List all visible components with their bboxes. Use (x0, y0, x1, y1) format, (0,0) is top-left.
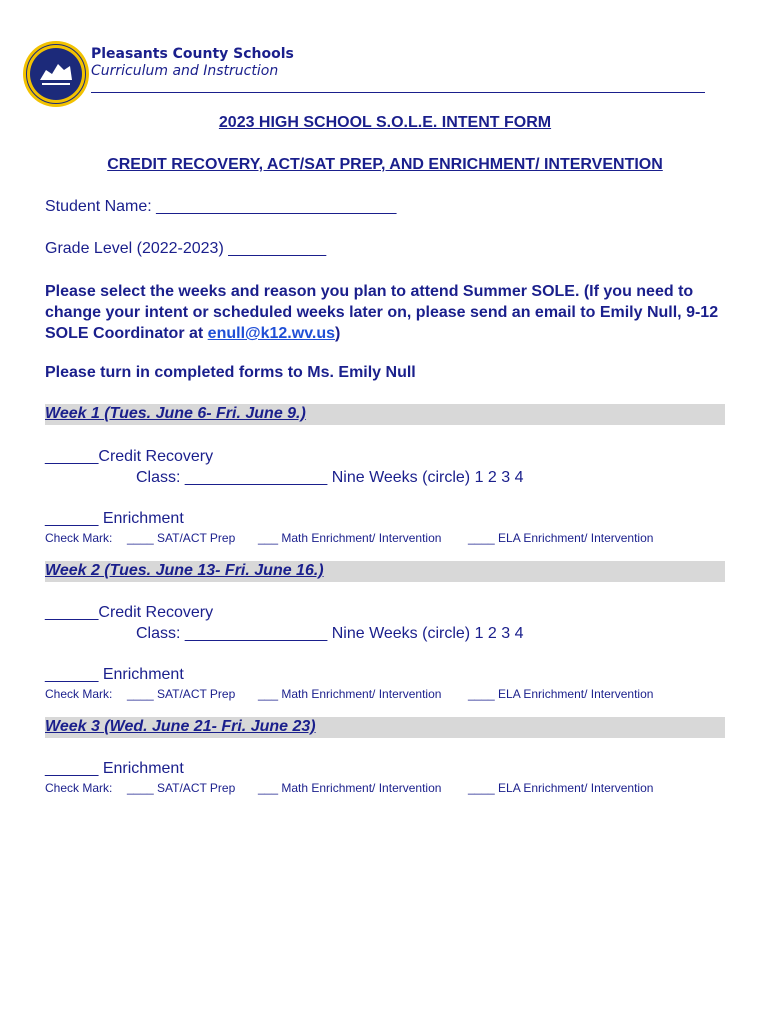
turn-in-note: Please turn in completed forms to Ms. Emily Null (45, 364, 416, 381)
header-divider (91, 92, 705, 93)
instructions: Please select the weeks and reason you plan to attend Summer SOLE. (If you need to change your intent or scheduled weeks later on, please send an email to Emily Null, 9-12 SOLE Coordinator at enull@k12.wv.us) (45, 283, 719, 342)
student-name-field[interactable]: Student Name: ___________________________ (45, 198, 397, 215)
school-logo (22, 40, 90, 108)
form-title: 2023 HIGH SCHOOL S.O.L.E. INTENT FORM (218, 114, 552, 131)
week-1-label: Week 1 (Tues. June 6- Fri. June 9.) (45, 405, 306, 422)
week-3-sat-act-option[interactable]: ____ SAT/ACT Prep (127, 781, 236, 795)
week-1-credit-recovery[interactable]: ______Credit Recovery (45, 448, 214, 465)
grade-level-field[interactable]: Grade Level (2022-2023) ___________ (45, 240, 327, 257)
week-2-label: Week 2 (Tues. June 13- Fri. June 16.) (45, 562, 324, 579)
week-1-enrichment[interactable]: ______ Enrichment (45, 510, 184, 527)
week-2-class-line[interactable]: Class: ________________ Nine Weeks (circle) 1 2 3 4 (136, 625, 524, 642)
week-2-enrichment[interactable]: ______ Enrichment (45, 666, 184, 683)
week-3-math-option[interactable]: ___ Math Enrichment/ Intervention (258, 781, 442, 795)
week-2-credit-recovery[interactable]: ______Credit Recovery (45, 604, 214, 621)
week-1-sat-act-option[interactable]: ____ SAT/ACT Prep (127, 531, 236, 545)
org-name: Pleasants County Schools (91, 46, 294, 62)
week-2-math-option[interactable]: ___ Math Enrichment/ Intervention (258, 687, 442, 701)
department-name: Curriculum and Instruction (91, 63, 279, 79)
week-3-ela-option[interactable]: ____ ELA Enrichment/ Intervention (468, 781, 654, 795)
form-subtitle: CREDIT RECOVERY, ACT/SAT PREP, AND ENRICHMENT/ INTERVENTION (107, 156, 663, 173)
week-2-ela-option[interactable]: ____ ELA Enrichment/ Intervention (468, 687, 654, 701)
week-2-sat-act-option[interactable]: ____ SAT/ACT Prep (127, 687, 236, 701)
week-3-label: Week 3 (Wed. June 21- Fri. June 23) (45, 718, 316, 735)
week-3-check-mark-label: Check Mark: (45, 781, 113, 795)
coordinator-email-link[interactable]: enull@k12.wv.us (207, 325, 336, 342)
week-1-class-line[interactable]: Class: ________________ Nine Weeks (circle) 1 2 3 4 (136, 469, 524, 486)
week-2-check-mark-label: Check Mark: (45, 687, 113, 701)
week-3-enrichment[interactable]: ______ Enrichment (45, 760, 184, 777)
week-1-ela-option[interactable]: ____ ELA Enrichment/ Intervention (468, 531, 654, 545)
week-1-check-mark-label: Check Mark: (45, 531, 113, 545)
week-1-math-option[interactable]: ___ Math Enrichment/ Intervention (258, 531, 442, 545)
